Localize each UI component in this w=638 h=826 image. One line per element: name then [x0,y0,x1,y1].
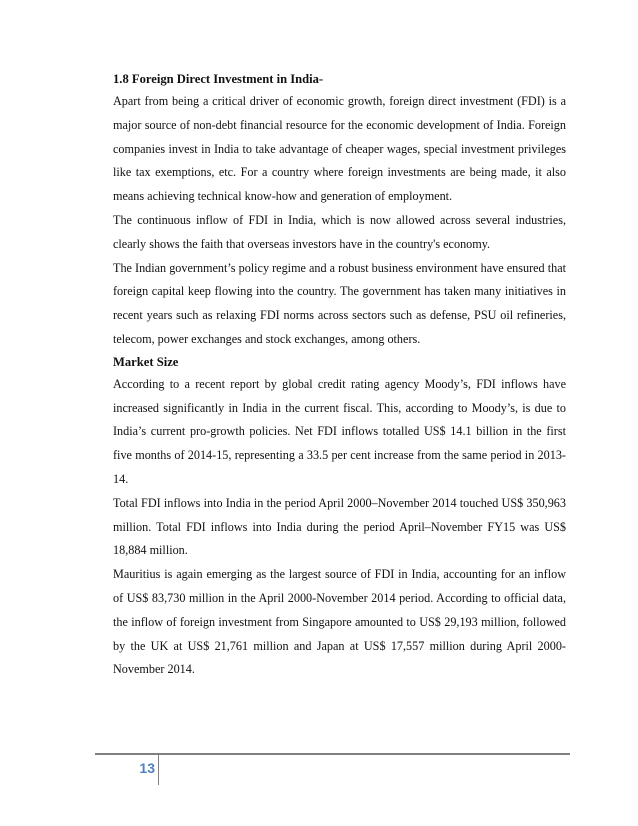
section-heading: 1.8 Foreign Direct Investment in India- [113,72,324,86]
paragraph: The Indian government’s policy regime and a robust business environment have ensured that foreign capital keep flowing into the country. The government has taken many initiatives in recent years such as relaxing FDI norms across sectors such as defense, PSU oil refineries, telecom, power exchanges and stock exchanges, among others. [113,260,566,346]
paragraph: Mauritius is again emerging as the largest source of FDI in India, accounting for an inflow of US$ 83,730 million in the April 2000-November 2014 period. According to official data, the inflow of foreign investment from Singapore amounted to US$ 29,193 million, followed by the UK at US$ 21,761 million and Japan at US$ 17,557 million during April 2000-November 2014. [113,567,566,677]
page-number: 13 [139,760,155,776]
market-size-heading: Market Size [113,354,179,369]
paragraph: The continuous inflow of FDI in India, which is now allowed across several industries, clearly shows the faith that overseas investors have in the country's economy. [113,212,566,251]
page-content [113,69,566,682]
paragraph: Total FDI inflows into India in the period April 2000–November 2014 touched US$ 350,963 million. Total FDI inflows into India during the period April–November FY15 was US$ 18,884 million. [113,495,566,558]
page-number-divider [158,753,159,785]
footer-rule [95,753,570,755]
paragraph: According to a recent report by global credit rating agency Moody’s, FDI inflows have increased significantly in India in the current fiscal. This, according to Moody’s, is due to India’s current pro-growth policies. Net FDI inflows totalled US$ 14.1 billion in the first five months of 2014-15, representing a 33.5 per cent increase from the same period in 2013-14. [113,376,566,486]
paragraph: Apart from being a critical driver of economic growth, foreign direct investment (FDI) is a major source of non-debt financial resource for the economic development of India. Foreign companies invest in India to take advantage of cheaper wages, special investment privileges like tax exemptions, etc. For a country where foreign investments are being made, it also means achieving technical know-how and generation of employment. [113,94,566,204]
